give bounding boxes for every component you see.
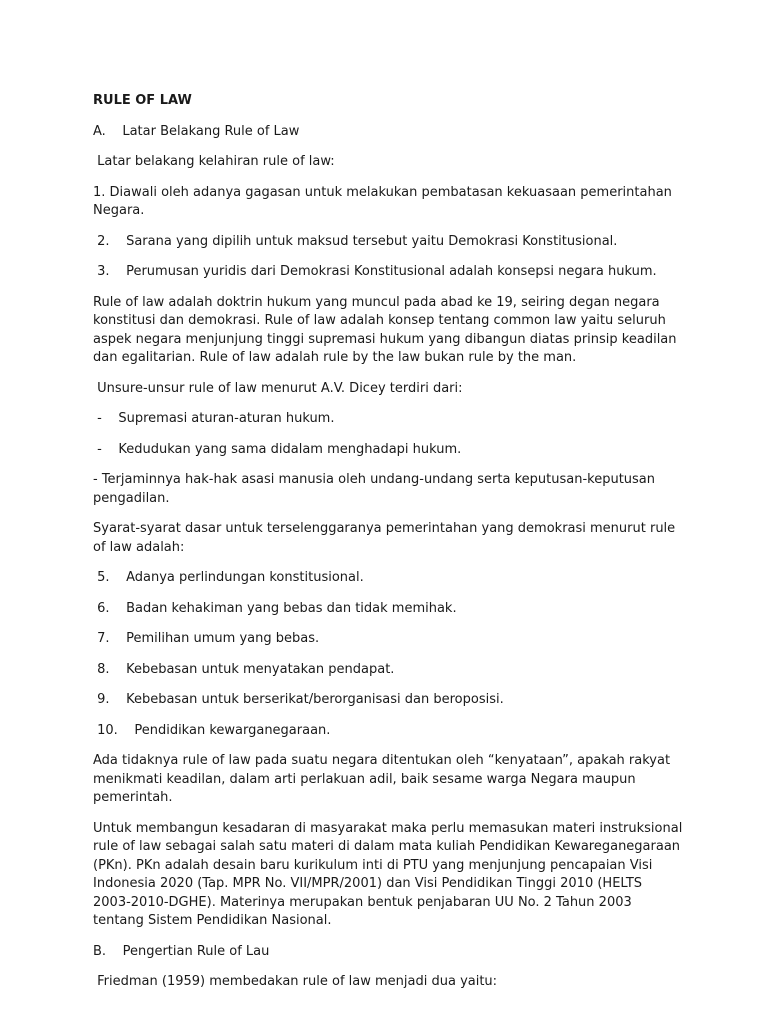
- list-item-9: 9. Kebebasan untuk berserikat/berorganisasi dan beroposisi.: [93, 692, 504, 707]
- paragraph-existence: Ada tidaknya rule of law pada suatu negara ditentukan oleh “kenyataan”, apakah rakyat menikmati keadilan, dalam arti perlakuan adil, baik sesame warga Negara maupun pemerintah.: [93, 753, 671, 805]
- list-item-10: 10. Pendidikan kewarganegaraan.: [93, 722, 331, 738]
- section-heading-a: A. Latar Belakang Rule of Law: [93, 123, 300, 139]
- bullet-item-3: - Terjaminnya hak-hak asasi manusia oleh undang-undang serta keputusan-keputusan pengadilan.: [93, 472, 656, 506]
- paragraph-requirements: Syarat-syarat dasar untuk terselenggaranya pemerintahan yang demokrasi menurut rule of law adalah:: [93, 521, 676, 555]
- list-item-5: 5. Adanya perlindungan konstitusional.: [93, 570, 364, 585]
- paragraph-awareness: Untuk membangun kesadaran di masyarakat maka perlu memasukan materi instruksional rule of law sebagai salah satu materi di dalam mata kuliah Pendidikan Kewareganegaraan (PKn). PKn adalah desain baru kurikulum inti di PTU yang menjunjung pencapaian Visi Indonesia 2020 (Tap. MPR No. VII/MPR/2001) dan Visi Pendidikan Tinggi 2010 (HELTS 2003-2010-DGHE). Materinya merupakan bentuk penjabaran UU No. 2 Tahun 2003 tentang Sistem Pendidikan Nasional.: [93, 820, 683, 928]
- bullet-item-2: - Kedudukan yang sama didalam menghadapi hukum.: [93, 441, 462, 457]
- list-item-1: 1. Diawali oleh adanya gagasan untuk melakukan pembatasan kekuasaan pemerintahan Negara.: [93, 184, 672, 218]
- list-item-2: 2. Sarana yang dipilih untuk maksud tersebut yaitu Demokrasi Konstitusional.: [93, 233, 618, 249]
- paragraph-intro: Latar belakang kelahiran rule of law:: [93, 154, 335, 169]
- bullet-item-1: - Supremasi aturan-aturan hukum.: [93, 411, 335, 426]
- paragraph-dicey-elements: Unsure-unsur rule of law menurut A.V. Dicey terdiri dari:: [93, 380, 463, 396]
- document-page: [93, 92, 683, 992]
- list-item-6: 6. Badan kehakiman yang bebas dan tidak memihak.: [93, 600, 457, 616]
- document-title: RULE OF LAW: [93, 93, 192, 108]
- paragraph-rule-of-law-definition: Rule of law adalah doktrin hukum yang muncul pada abad ke 19, seiring degan negara konstitusi dan demokrasi. Rule of law adalah konsep tentang common law yaitu seluruh aspek negara menjunjung tinggi supremasi hukum yang dibangun diatas prinsip keadilan dan egalitarian. Rule of law adalah rule by the law bukan rule by the man.: [93, 294, 677, 365]
- list-item-3: 3. Perumusan yuridis dari Demokrasi Konstitusional adalah konsepsi negara hukum.: [93, 264, 657, 279]
- list-item-7: 7. Pemilihan umum yang bebas.: [93, 631, 320, 646]
- list-item-8: 8. Kebebasan untuk menyatakan pendapat.: [93, 661, 395, 677]
- section-heading-b: B. Pengertian Rule of Lau: [93, 943, 270, 959]
- paragraph-friedman: Friedman (1959) membedakan rule of law menjadi dua yaitu:: [93, 974, 498, 989]
